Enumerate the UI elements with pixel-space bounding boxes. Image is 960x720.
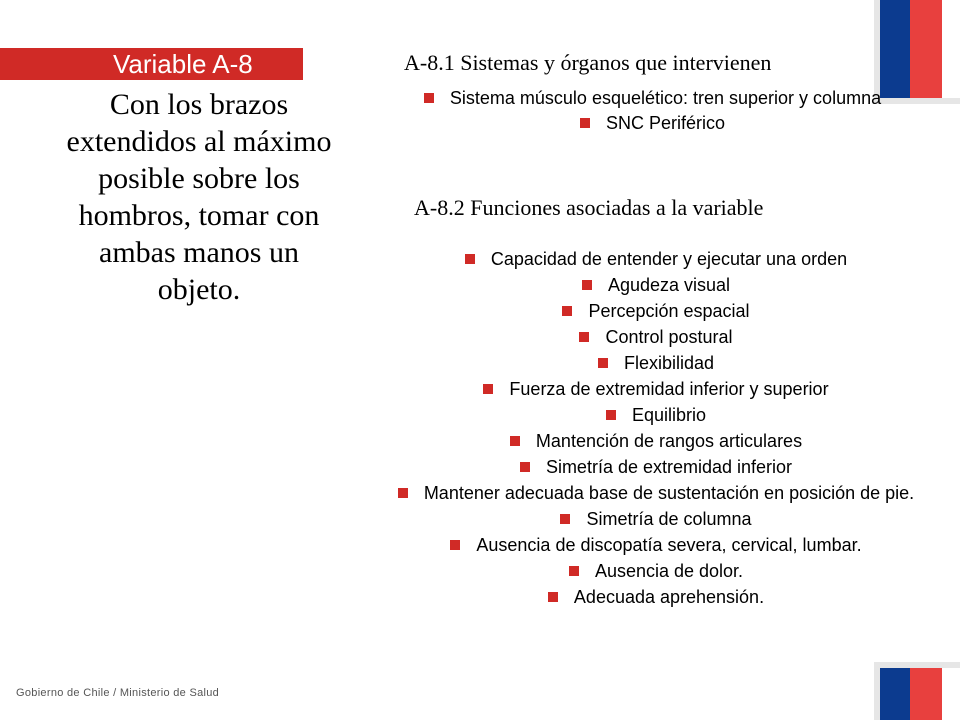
section1-heading: A-8.1 Sistemas y órganos que intervienen	[404, 50, 772, 75]
section1-list	[380, 86, 925, 136]
list-item	[356, 428, 956, 454]
list-item-text: Percepción espacial	[588, 301, 750, 321]
list-item	[356, 454, 956, 480]
footer-text: Gobierno de Chile / Ministerio de Salud	[16, 687, 220, 699]
square-bullet-icon	[483, 384, 493, 394]
list-item	[356, 480, 956, 506]
list-item-text: Sistema músculo esquelético: tren superior y columna	[449, 88, 882, 108]
list-item-text: Simetría de extremidad inferior	[545, 457, 793, 477]
list-item	[356, 532, 956, 558]
slide-title: Variable A-8	[113, 49, 253, 79]
square-bullet-icon	[548, 592, 558, 602]
square-bullet-icon	[424, 93, 434, 103]
list-item	[356, 584, 956, 610]
list-item	[356, 272, 956, 298]
list-item-text: Simetría de columna	[586, 509, 752, 529]
list-item	[380, 111, 925, 136]
square-bullet-icon	[450, 540, 460, 550]
list-item-text: Control postural	[605, 327, 733, 347]
list-item	[356, 558, 956, 584]
list-item-text: Agudeza visual	[607, 275, 731, 295]
square-bullet-icon	[606, 410, 616, 420]
list-item-text: SNC Periférico	[605, 113, 726, 133]
list-item	[380, 86, 925, 111]
list-item-text: Mantención de rangos articulares	[535, 431, 803, 451]
list-item-text: Mantener adecuada base de sustentación en posición de pie.	[423, 483, 915, 503]
list-item	[356, 376, 956, 402]
section2-list	[356, 246, 956, 610]
list-item-text: Ausencia de dolor.	[594, 561, 744, 581]
list-item-text: Equilibrio	[631, 405, 707, 425]
list-item-text: Fuerza de extremidad inferior y superior	[509, 379, 829, 399]
list-item	[356, 506, 956, 532]
list-item-text: Flexibilidad	[623, 353, 715, 373]
square-bullet-icon	[569, 566, 579, 576]
list-item	[356, 246, 956, 272]
flag-decoration-bottom	[880, 668, 942, 720]
list-item	[356, 324, 956, 350]
list-item	[356, 298, 956, 324]
square-bullet-icon	[582, 280, 592, 290]
list-item-text: Capacidad de entender y ejecutar una orden	[490, 249, 848, 269]
square-bullet-icon	[520, 462, 530, 472]
square-bullet-icon	[398, 488, 408, 498]
flag-decoration-top	[880, 0, 942, 98]
square-bullet-icon	[562, 306, 572, 316]
square-bullet-icon	[580, 118, 590, 128]
square-bullet-icon	[579, 332, 589, 342]
section2-heading: A-8.2 Funciones asociadas a la variable	[414, 195, 764, 220]
list-item-text: Adecuada aprehensión.	[573, 587, 765, 607]
square-bullet-icon	[598, 358, 608, 368]
list-item-text: Ausencia de discopatía severa, cervical, lumbar.	[476, 535, 862, 555]
square-bullet-icon	[465, 254, 475, 264]
list-item	[356, 350, 956, 376]
title-bar	[0, 48, 303, 80]
variable-description: Con los brazos extendidos al máximo posible sobre los hombros, tomar con ambas manos un objeto.	[66, 88, 332, 306]
square-bullet-icon	[510, 436, 520, 446]
list-item	[356, 402, 956, 428]
square-bullet-icon	[560, 514, 570, 524]
